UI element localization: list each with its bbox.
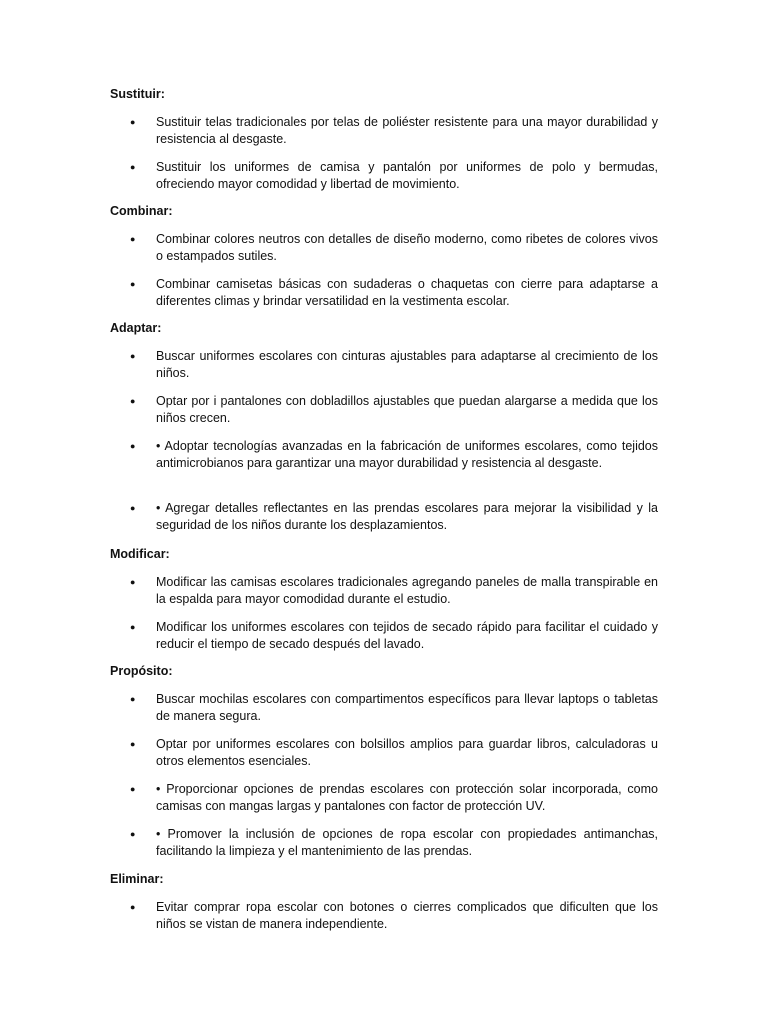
bullet-icon: ● <box>130 351 136 361</box>
list-item-text: Combinar colores neutros con detalles de diseño moderno, como ribetes de colores vivos o estampados sutiles. <box>156 232 658 263</box>
list-item-text: • Agregar detalles reflectantes en las prendas escolares para mejorar la visibilidad y la seguridad de los niños durante los desplazamientos. <box>156 501 658 532</box>
section-heading: Combinar: <box>110 204 173 218</box>
list-item-text: • Proporcionar opciones de prendas escolares con protección solar incorporada, como camisas con mangas largas y pantalones con factor de protección UV. <box>156 782 658 813</box>
bullet-icon: ● <box>130 117 136 127</box>
list-item-text: Sustituir los uniformes de camisa y pantalón por uniformes de polo y bermudas, ofreciendo mayor comodidad y libertad de movimiento. <box>156 160 658 191</box>
list-item-text: Buscar mochilas escolares con compartimentos específicos para llevar laptops o tabletas de manera segura. <box>156 692 658 723</box>
list-item-text: Optar por i pantalones con dobladillos ajustables que puedan alargarse a medida que los niños crecen. <box>156 394 658 425</box>
list-item-text: • Adoptar tecnologías avanzadas en la fabricación de uniformes escolares, como tejidos antimicrobianos para garantizar una mayor durabilidad y resistencia al desgaste. <box>156 439 658 470</box>
bullet-icon: ● <box>130 503 136 513</box>
bullet-icon: ● <box>130 234 136 244</box>
section-heading: Modificar: <box>110 547 170 561</box>
section-heading: Eliminar: <box>110 872 164 886</box>
section-heading: Propósito: <box>110 664 173 678</box>
bullet-icon: ● <box>130 739 136 749</box>
list-item-text: Evitar comprar ropa escolar con botones o cierres complicados que dificulten que los niños se vistan de manera independiente. <box>156 900 658 931</box>
bullet-icon: ● <box>130 694 136 704</box>
bullet-icon: ● <box>130 577 136 587</box>
bullet-icon: ● <box>130 829 136 839</box>
bullet-icon: ● <box>130 784 136 794</box>
list-item-text: Modificar las camisas escolares tradicionales agregando paneles de malla transpirable en la espalda para mayor comodidad durante el estudio. <box>156 575 658 606</box>
list-item-text: Modificar los uniformes escolares con tejidos de secado rápido para facilitar el cuidado y reducir el tiempo de secado después del lavado. <box>156 620 658 651</box>
section-heading: Adaptar: <box>110 321 162 335</box>
list-item-text: Sustituir telas tradicionales por telas de poliéster resistente para una mayor durabilidad y resistencia al desgaste. <box>156 115 658 146</box>
list-item-text: Buscar uniformes escolares con cinturas ajustables para adaptarse al crecimiento de los niños. <box>156 349 658 380</box>
bullet-icon: ● <box>130 622 136 632</box>
list-item-text: Optar por uniformes escolares con bolsillos amplios para guardar libros, calculadoras u otros elementos esenciales. <box>156 737 658 768</box>
list-item-text: Combinar camisetas básicas con sudaderas o chaquetas con cierre para adaptarse a diferentes climas y brindar versatilidad en la vestimenta escolar. <box>156 277 658 308</box>
bullet-icon: ● <box>130 441 136 451</box>
bullet-icon: ● <box>130 279 136 289</box>
bullet-icon: ● <box>130 396 136 406</box>
bullet-icon: ● <box>130 162 136 172</box>
bullet-icon: ● <box>130 902 136 912</box>
list-item-text: • Promover la inclusión de opciones de ropa escolar con propiedades antimanchas, facilitando la limpieza y el mantenimiento de las prendas. <box>156 827 658 858</box>
section-heading: Sustituir: <box>110 87 165 101</box>
